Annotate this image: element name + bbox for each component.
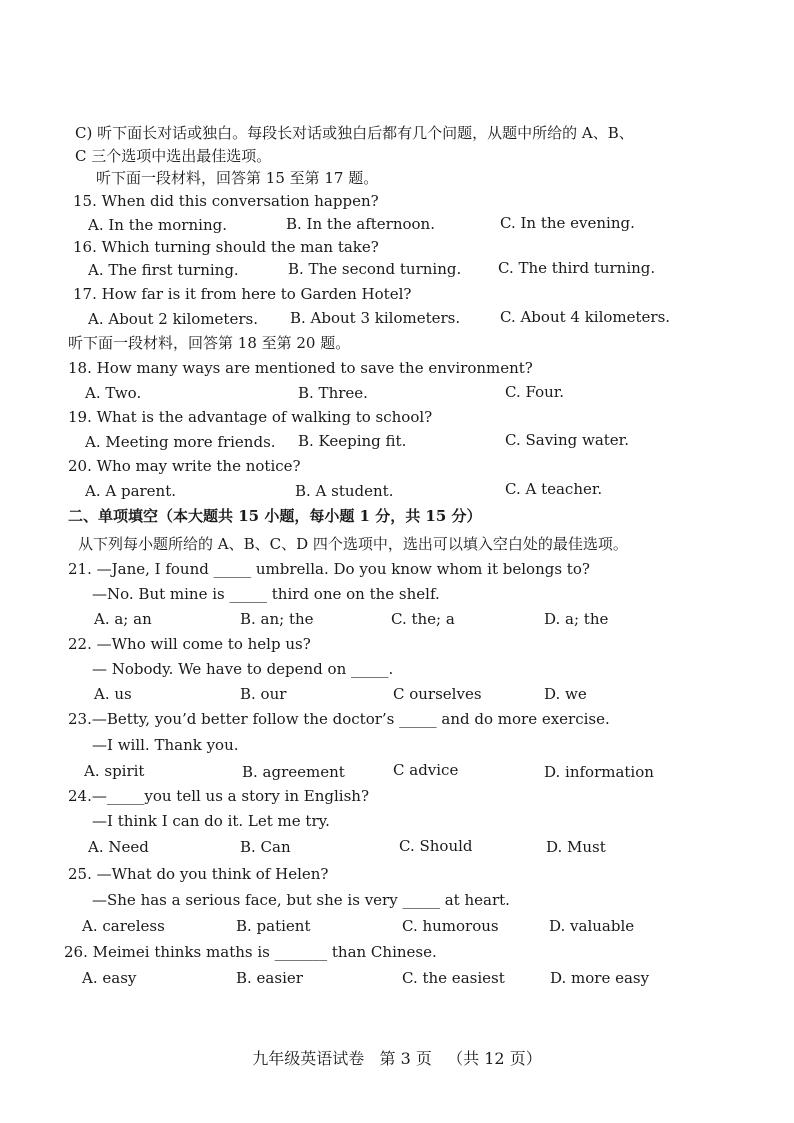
question-18-stem: 18. How many ways are mentioned to save the environment? [68, 359, 533, 377]
question-24-option-d: D. Must [546, 838, 606, 856]
question-19-option-c: C. Saving water. [505, 431, 629, 449]
question-23-stem: 23.—Betty, you’d better follow the doctor’s _____ and do more exercise. [68, 710, 610, 728]
question-16-option-c: C. The third turning. [498, 259, 656, 277]
question-18-option-b: B. Three. [298, 384, 368, 402]
question-15-option-b: B. In the afternoon. [286, 215, 435, 233]
question-23-option-a: A. spirit [84, 762, 145, 780]
question-17-option-a: A. About 2 kilometers. [88, 310, 258, 328]
section-2-heading: 二、单项填空（本大题共 15 小题，每小题 1 分，共 15 分） [68, 507, 482, 525]
question-25-option-c: C. humorous [402, 917, 499, 935]
question-19-stem: 19. What is the advantage of walking to school? [68, 408, 433, 426]
question-23-option-d: D. information [544, 763, 654, 781]
question-26-stem: 26. Meimei thinks maths is _______ than Chinese. [64, 943, 437, 961]
section-c-instruction-line-2: C 三个选项中选出最佳选项。 [75, 147, 272, 165]
question-23-reply: —I will. Thank you. [92, 736, 239, 754]
question-25-reply: —She has a serious face, but she is very _____ at heart. [92, 891, 510, 909]
question-22-option-c: C ourselves [393, 685, 482, 703]
question-20-option-a: A. A parent. [85, 482, 177, 500]
question-22-option-b: B. our [240, 685, 287, 703]
question-25-option-a: A. careless [82, 917, 165, 935]
question-19-option-a: A. Meeting more friends. [85, 433, 276, 451]
question-24-option-b: B. Can [240, 838, 291, 856]
question-22-option-a: A. us [94, 685, 132, 703]
question-21-option-b: B. an; the [240, 610, 314, 628]
question-21-option-a: A. a; an [94, 610, 152, 628]
question-15-stem: 15. When did this conversation happen? [73, 192, 379, 210]
question-25-stem: 25. —What do you think of Helen? [68, 865, 329, 883]
question-26-option-d: D. more easy [550, 969, 650, 987]
question-20-stem: 20. Who may write the notice? [68, 457, 301, 475]
question-22-reply: — Nobody. We have to depend on _____. [92, 660, 394, 678]
question-24-reply: —I think I can do it. Let me try. [92, 812, 330, 830]
question-17-option-c: C. About 4 kilometers. [500, 308, 671, 326]
question-25-option-b: B. patient [236, 917, 311, 935]
question-24-option-a: A. Need [88, 838, 149, 856]
section-c-instruction-line-1: C) 听下面长对话或独白。每段长对话或独白后都有几个问题，从题中所给的 A、B、 [75, 124, 634, 142]
question-20-option-b: B. A student. [295, 482, 394, 500]
question-18-option-a: A. Two. [85, 384, 142, 402]
question-26-option-b: B. easier [236, 969, 303, 987]
question-24-stem: 24.—_____you tell us a story in English? [68, 787, 369, 805]
question-21-option-d: D. a; the [544, 610, 609, 628]
question-17-stem: 17. How far is it from here to Garden Hotel? [73, 285, 412, 303]
question-16-option-a: A. The first turning. [88, 261, 239, 279]
question-26-option-a: A. easy [82, 969, 137, 987]
page-footer: 九年级英语试卷 第 3 页 （共 12 页） [252, 1049, 542, 1068]
section-c-sub-instruction-15-17: 听下面一段材料，回答第 15 至第 17 题。 [96, 169, 379, 187]
question-23-option-c: C advice [393, 761, 459, 779]
question-26-option-c: C. the easiest [402, 969, 505, 987]
question-25-option-d: D. valuable [549, 917, 635, 935]
question-23-option-b: B. agreement [242, 763, 345, 781]
question-21-option-c: C. the; a [391, 610, 455, 628]
question-15-option-c: C. In the evening. [500, 214, 635, 232]
section-2-instruction: 从下列每小题所给的 A、B、C、D 四个选项中，选出可以填入空白处的最佳选项。 [78, 535, 628, 553]
question-16-option-b: B. The second turning. [288, 260, 462, 278]
question-22-option-d: D. we [544, 685, 587, 703]
question-17-option-b: B. About 3 kilometers. [290, 309, 461, 327]
question-16-stem: 16. Which turning should the man take? [73, 238, 379, 256]
question-19-option-b: B. Keeping fit. [298, 432, 407, 450]
question-22-stem: 22. —Who will come to help us? [68, 635, 311, 653]
question-24-option-c: C. Should [399, 837, 473, 855]
question-15-option-a: A. In the morning. [88, 216, 227, 234]
question-21-stem: 21. —Jane, I found _____ umbrella. Do you know whom it belongs to? [68, 560, 590, 578]
section-c-sub-instruction-18-20: 听下面一段材料，回答第 18 至第 20 题。 [68, 334, 351, 352]
question-21-reply: —No. But mine is _____ third one on the shelf. [92, 585, 440, 603]
question-20-option-c: C. A teacher. [505, 480, 603, 498]
question-18-option-c: C. Four. [505, 383, 565, 401]
